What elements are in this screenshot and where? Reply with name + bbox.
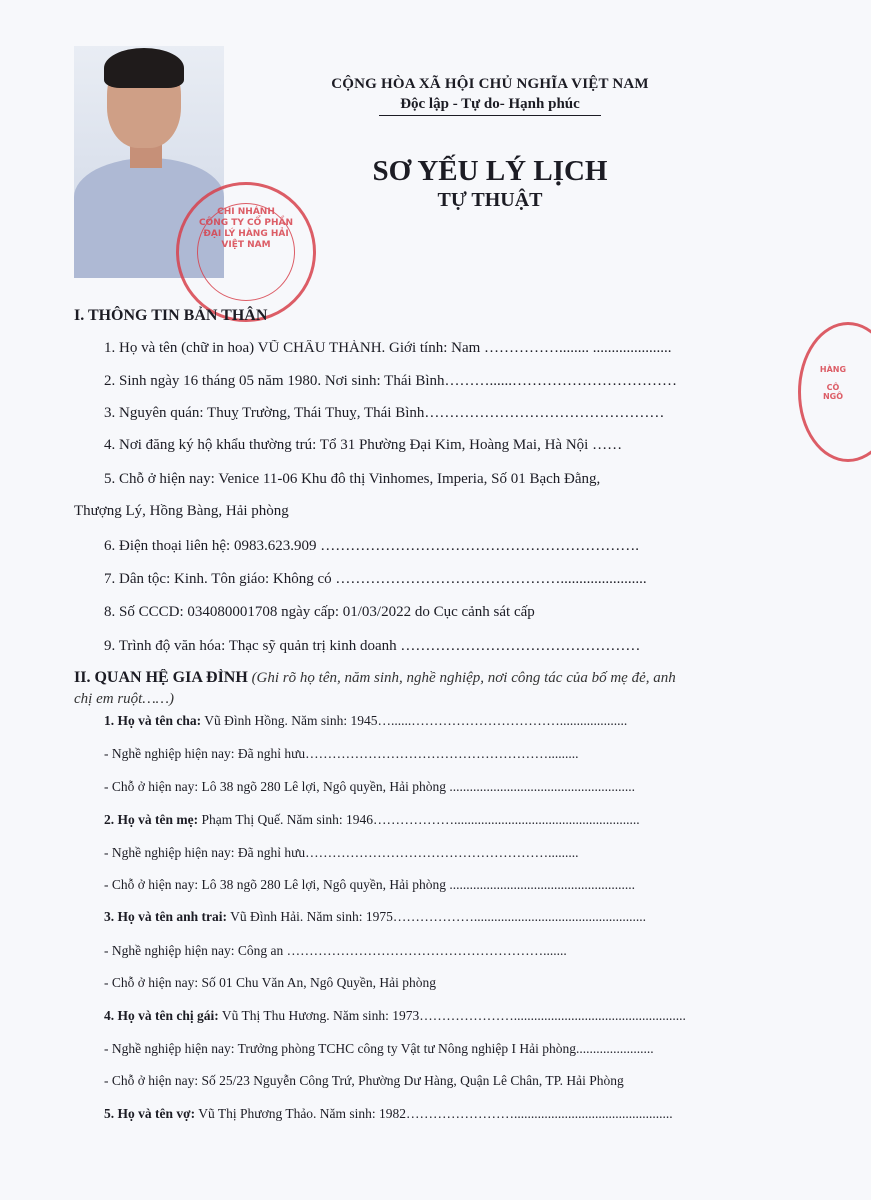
partial-seal: HÀNG CÔ NGÔ — [798, 322, 871, 462]
father-name-line — [104, 713, 764, 729]
info-line-9: 9. Trình độ văn hóa: Thạc sỹ quản trị kinh doanh ………………………………………… — [104, 638, 641, 654]
father-label: 1. Họ và tên cha: — [104, 713, 202, 728]
info-line-5-cont: Thượng Lý, Hồng Bàng, Hải phòng — [74, 503, 289, 519]
company-seal: CHI NHÁNH CÔNG TY CỔ PHẦN ĐẠI LÝ HÀNG HẢI VIỆT NAM — [176, 182, 316, 322]
section-2-note-cont: chị em ruột……) — [74, 691, 174, 707]
sister-label: 4. Họ và tên chị gái: — [104, 1008, 219, 1023]
national-header — [300, 76, 680, 116]
brother-label: 3. Họ và tên anh trai: — [104, 909, 227, 924]
brother-name: Vũ Đình Hải. Năm sinh: 1975………………................................................... — [227, 909, 646, 924]
sister-name: Vũ Thị Thu Hương. Năm sinh: 1973…………………................................................... — [218, 1008, 686, 1023]
info-line-5: 5. Chỗ ở hiện nay: Venice 11-06 Khu đô thị Vinhomes, Imperia, Số 01 Bạch Đằng, — [104, 471, 601, 487]
mother-name: Phạm Thị Quế. Năm sinh: 1946………………....................................................... — [198, 812, 640, 827]
brother-job: - Nghề nghiệp hiện nay: Công an …………………………………………………....... — [104, 943, 567, 958]
section-1-heading: I. THÔNG TIN BẢN THÂN — [74, 307, 268, 324]
info-line-1: 1. Họ và tên (chữ in hoa) VŨ CHÂU THÀNH. Giới tính: Nam ……………........ ..................... — [104, 340, 672, 356]
brother-address: - Chỗ ở hiện nay: Số 01 Chu Văn An, Ngô Quyền, Hải phòng — [104, 975, 436, 990]
info-line-8: 8. Số CCCD: 034080001708 ngày cấp: 01/03/2022 do Cục cảnh sát cấp — [104, 604, 535, 620]
info-line-2: 2. Sinh ngày 16 tháng 05 năm 1980. Nơi sinh: Thái Bình………......…………………………… — [104, 373, 678, 389]
father-name: Vũ Đình Hồng. Năm sinh: 1945…......…………………………….................... — [201, 713, 628, 728]
wife-name-line — [104, 1106, 764, 1122]
sister-name-line — [104, 1008, 764, 1024]
section-2-heading: II. QUAN HỆ GIA ĐÌNH — [74, 669, 248, 686]
wife-name: Vũ Thị Phương Thảo. Năm sinh: 1982……………………............................................... — [195, 1106, 673, 1121]
wife-label: 5. Họ và tên vợ: — [104, 1106, 196, 1121]
mother-name-line — [104, 812, 764, 828]
country-name: CỘNG HÒA XÃ HỘI CHỦ NGHĨA VIỆT NAM — [331, 76, 649, 92]
father-job: - Nghề nghiệp hiện nay: Đã nghỉ hưu………………………………………………......... — [104, 746, 579, 761]
info-line-3: 3. Nguyên quán: Thuỵ Trường, Thái Thuỵ, Thái Bình………………………………………… — [104, 405, 665, 421]
section-2-note: (Ghi rõ họ tên, năm sinh, nghề nghiệp, nơi công tác của bố mẹ đẻ, anh — [251, 670, 676, 686]
national-motto: Độc lập - Tự do- Hạnh phúc — [400, 96, 580, 112]
father-address: - Chỗ ở hiện nay: Lô 38 ngõ 280 Lê lợi, Ngô quyền, Hải phòng ....................................................... — [104, 779, 635, 794]
brother-name-line — [104, 909, 764, 925]
mother-address: - Chỗ ở hiện nay: Lô 38 ngõ 280 Lê lợi, Ngô quyền, Hải phòng ....................................................... — [104, 877, 635, 892]
info-line-6: 6. Điện thoại liên hệ: 0983.623.909 ………………………………………………………. — [104, 538, 639, 554]
mother-label: 2. Họ và tên mẹ: — [104, 812, 199, 827]
info-line-4: 4. Nơi đăng ký hộ khẩu thường trú: Tổ 31 Phường Đại Kim, Hoàng Mai, Hà Nội …… — [104, 437, 623, 453]
document-title — [290, 155, 690, 212]
mother-job: - Nghề nghiệp hiện nay: Đã nghỉ hưu………………………………………………......... — [104, 845, 579, 860]
sister-address: - Chỗ ở hiện nay: Số 25/23 Nguyễn Công Trứ, Phường Dư Hàng, Quận Lê Chân, TP. Hải Phòng — [104, 1073, 624, 1088]
section-2-heading-line — [74, 669, 774, 687]
title-main: SƠ YẾU LÝ LỊCH — [372, 155, 608, 187]
title-sub: TỰ THUẬT — [437, 189, 543, 211]
header-underline — [379, 115, 601, 116]
info-line-7: 7. Dân tộc: Kinh. Tôn giáo: Không có ………………………………………....................... — [104, 571, 647, 587]
sister-job: - Nghề nghiệp hiện nay: Trưởng phòng TCHC công ty Vật tư Nông nghiệp I Hải phòng....................... — [104, 1041, 654, 1056]
